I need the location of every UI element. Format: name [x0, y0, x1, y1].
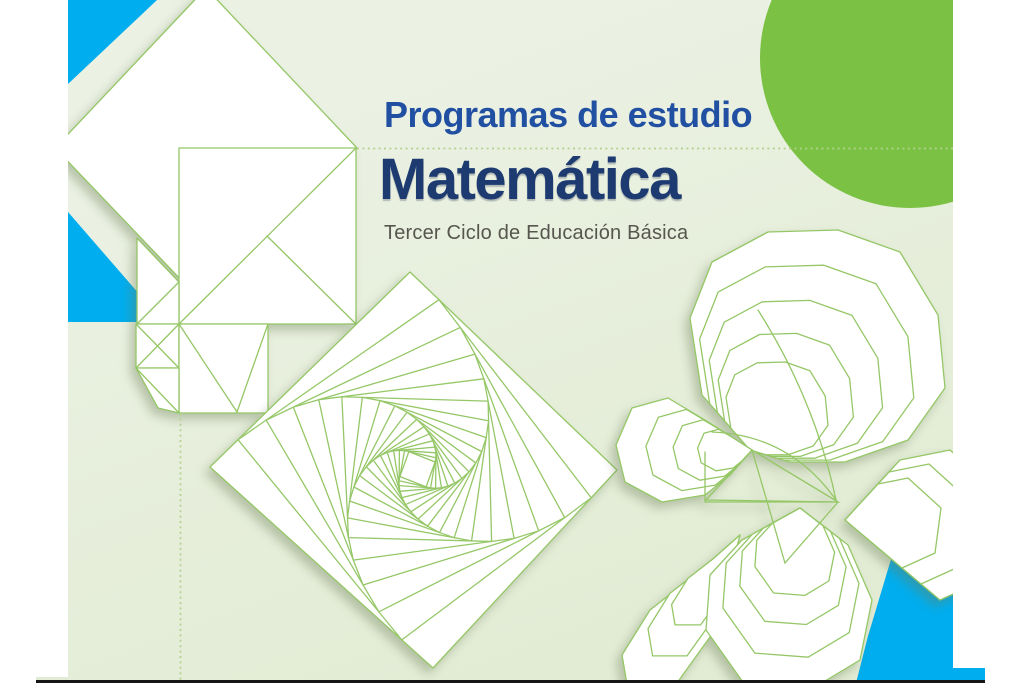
series-title: Programas de estudio: [384, 94, 753, 135]
tangram-pattern: [68, 0, 357, 413]
cover-page: [68, 0, 953, 683]
subject-title: Matemática: [379, 147, 680, 212]
cover-subtitle: Tercer Ciclo de Educación Básica: [384, 222, 689, 244]
whirl-pattern: [210, 272, 617, 668]
green-circle-shape: [760, 0, 953, 208]
